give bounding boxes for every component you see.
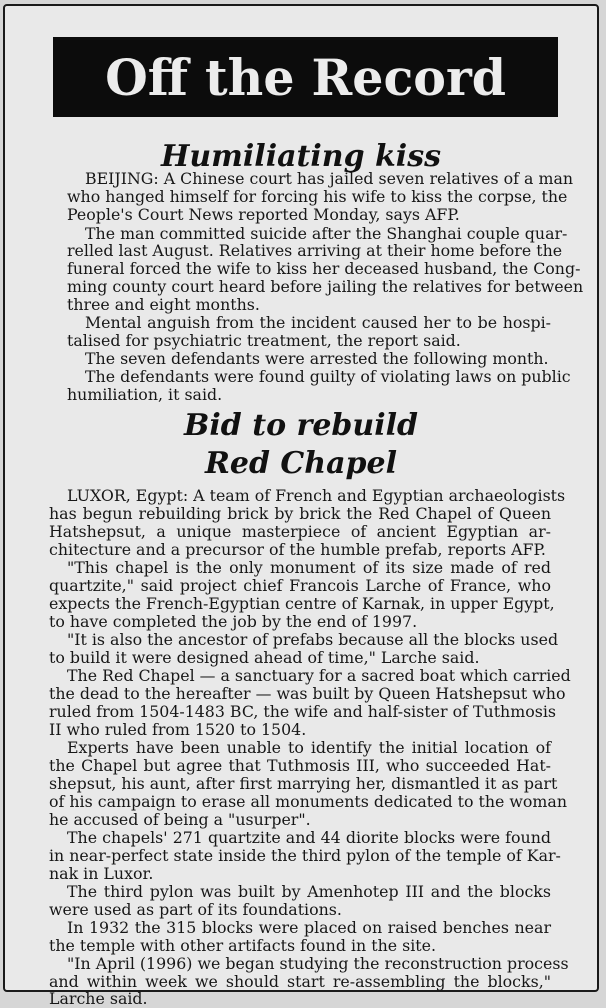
text-line: humiliation, it said.	[67, 385, 223, 404]
text-line: The chapels' 271 quartzite and 44 diorite blocks were found	[67, 828, 551, 847]
text-line: to have completed the job by the end of 1997.	[49, 612, 418, 631]
text-line: the Chapel but agree that Tuthmosis III, who succeeded Hat-	[49, 756, 551, 775]
text-line: II who ruled from 1520 to 1504.	[49, 720, 307, 739]
text-line: Hatshepsut, a unique masterpiece of ancient Egyptian ar-	[49, 522, 551, 541]
text-line: "It is also the ancestor of prefabs because all the blocks used	[67, 630, 559, 649]
text-line: Experts have been unable to identify the initial location of	[67, 738, 551, 757]
text-line: and within week we should start re-assembling the blocks,"	[49, 972, 551, 991]
text-line: shepsut, his aunt, after first marrying her, dismantled it as part	[49, 774, 558, 793]
text-line: funeral forced the wife to kiss her deceased husband, the Cong-	[67, 259, 581, 278]
text-line: were used as part of its foundations.	[49, 900, 342, 919]
text-line: quartzite," said project chief Francois Larche of France, who	[49, 576, 551, 595]
text-line: who hanged himself for forcing his wife to kiss the corpse, the	[67, 187, 568, 206]
story1-headline: Humiliating kiss	[161, 139, 441, 174]
text-line: Larche said.	[49, 989, 148, 1008]
text-line: relled last August. Relatives arriving at their home before the	[67, 241, 563, 260]
text-line: the dead to the hereafter — was built by Queen Hatshepsut who	[49, 684, 566, 703]
text-line: BEIJING: A Chinese court has jailed seven relatives of a man	[85, 169, 574, 188]
text-line: ming county court heard before jailing the relatives for between	[67, 277, 584, 296]
text-line: The defendants were found guilty of violating laws on public	[85, 367, 571, 386]
text-line: In 1932 the 315 blocks were placed on raised benches near	[67, 918, 551, 937]
clipping-frame	[3, 4, 599, 1008]
text-line: to build it were designed ahead of time," Larche said.	[49, 648, 480, 667]
text-line: Mental anguish from the incident caused her to be hospi-	[85, 313, 551, 332]
text-line: The Red Chapel — a sanctuary for a sacred boat which carried	[67, 666, 571, 685]
text-line: The seven defendants were arrested the following month.	[85, 349, 549, 368]
masthead-banner	[53, 37, 558, 117]
text-line: LUXOR, Egypt: A team of French and Egyptian archaeologists	[67, 486, 566, 505]
story2-headline-line2: Red Chapel	[204, 446, 398, 481]
text-line: The man committed suicide after the Shanghai couple quar-	[85, 224, 568, 243]
text-line: three and eight months.	[67, 295, 260, 314]
text-line: "In April (1996) we began studying the reconstruction process	[67, 954, 569, 973]
text-line: has begun rebuilding brick by brick the Red Chapel of Queen	[49, 504, 551, 523]
text-line: of his campaign to erase all monuments dedicated to the woman	[49, 792, 567, 811]
text-line: nak in Luxor.	[49, 864, 154, 883]
text-line: talised for psychiatric treatment, the report said.	[67, 331, 461, 350]
masthead-title: Off the Record	[105, 47, 506, 107]
text-line: ruled from 1504-1483 BC, the wife and half-sister of Tuthmosis	[49, 702, 556, 721]
text-line: he accused of being a "usurper".	[49, 810, 311, 829]
text-line: "This chapel is the only monument of its size made of red	[67, 558, 551, 577]
text-line: chitecture and a precursor of the humble prefab, reports AFP.	[49, 540, 546, 559]
text-line: expects the French-Egyptian centre of Karnak, in upper Egypt,	[49, 594, 555, 613]
text-line: The third pylon was built by Amenhotep III and the blocks	[67, 882, 551, 901]
text-line: in near-perfect state inside the third pylon of the temple of Kar-	[49, 846, 561, 865]
story2-headline-line1: Bid to rebuild	[184, 408, 418, 443]
text-line: the temple with other artifacts found in the site.	[49, 936, 436, 955]
text-line: People's Court News reported Monday, says AFP.	[67, 205, 460, 224]
